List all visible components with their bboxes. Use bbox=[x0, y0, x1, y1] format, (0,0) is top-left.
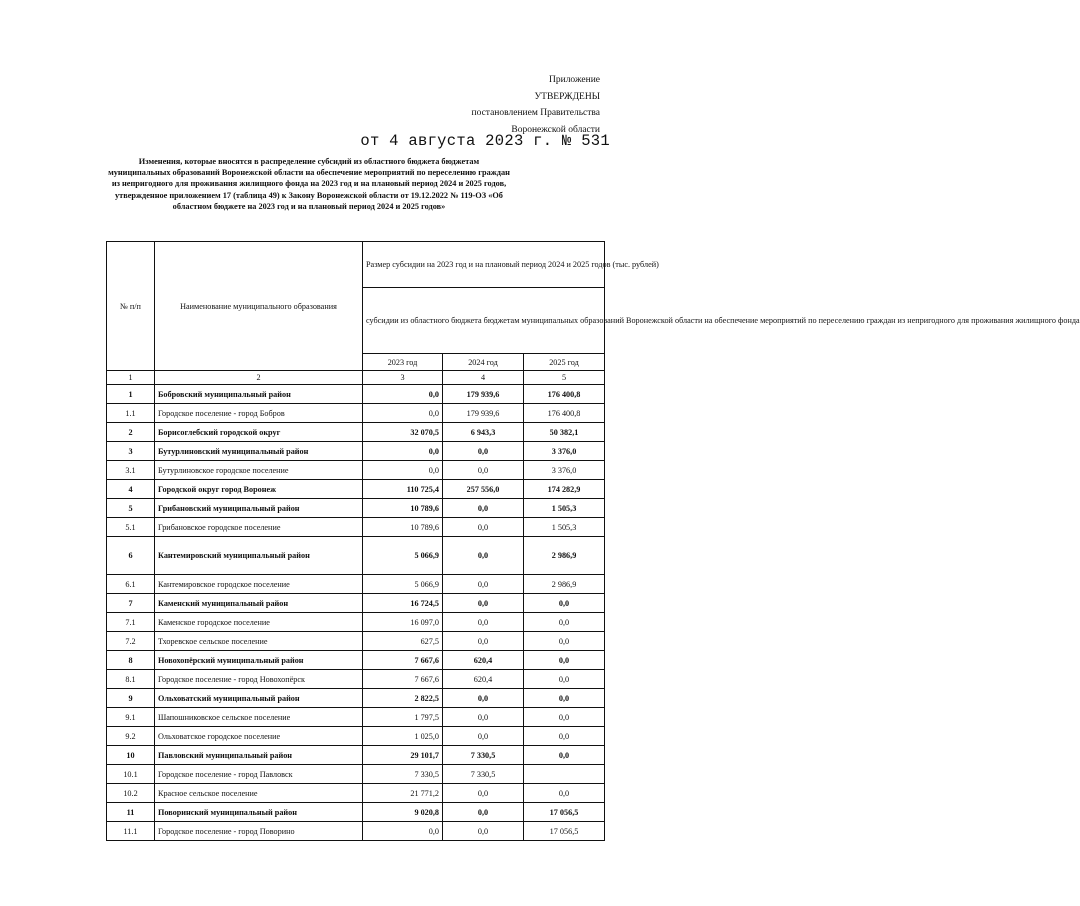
row-value-2023: 5 066,9 bbox=[363, 537, 443, 575]
row-value-2023: 21 771,2 bbox=[363, 784, 443, 803]
row-number: 2 bbox=[107, 423, 155, 442]
row-value-2023: 16 724,5 bbox=[363, 594, 443, 613]
row-value-2025 bbox=[524, 765, 605, 784]
row-value-2024: 620,4 bbox=[443, 651, 524, 670]
row-municipality-name: Городское поселение - город Бобров bbox=[155, 404, 363, 423]
table-row bbox=[107, 537, 605, 575]
row-number: 7.2 bbox=[107, 632, 155, 651]
row-number: 8.1 bbox=[107, 670, 155, 689]
row-value-2024: 0,0 bbox=[443, 518, 524, 537]
row-value-2025: 0,0 bbox=[524, 594, 605, 613]
row-value-2025: 0,0 bbox=[524, 727, 605, 746]
row-value-2025: 0,0 bbox=[524, 689, 605, 708]
row-value-2024: 0,0 bbox=[443, 708, 524, 727]
row-number: 6.1 bbox=[107, 575, 155, 594]
table-row bbox=[107, 708, 605, 727]
header-year-2024: 2024 год bbox=[443, 354, 524, 371]
row-value-2023: 110 725,4 bbox=[363, 480, 443, 499]
row-municipality-name: Тхоревское сельское поселение bbox=[155, 632, 363, 651]
row-value-2025: 0,0 bbox=[524, 784, 605, 803]
row-municipality-name: Красное сельское поселение bbox=[155, 784, 363, 803]
row-number: 9 bbox=[107, 689, 155, 708]
decree-date-number: от 4 августа 2023 г. № 531 bbox=[360, 132, 610, 150]
row-value-2024: 0,0 bbox=[443, 594, 524, 613]
table-row bbox=[107, 746, 605, 765]
row-value-2024: 620,4 bbox=[443, 670, 524, 689]
row-value-2024: 7 330,5 bbox=[443, 746, 524, 765]
table-row bbox=[107, 594, 605, 613]
row-municipality-name: Кантемировский муниципальный район bbox=[155, 537, 363, 575]
table-row bbox=[107, 518, 605, 537]
row-value-2025: 3 376,0 bbox=[524, 442, 605, 461]
row-number: 11 bbox=[107, 803, 155, 822]
row-value-2023: 9 020,8 bbox=[363, 803, 443, 822]
column-number-cell: 2 bbox=[155, 371, 363, 385]
row-value-2024: 179 939,6 bbox=[443, 385, 524, 404]
row-number: 1 bbox=[107, 385, 155, 404]
row-value-2025: 0,0 bbox=[524, 708, 605, 727]
row-municipality-name: Павловский муниципальный район bbox=[155, 746, 363, 765]
table-row bbox=[107, 784, 605, 803]
row-value-2025: 0,0 bbox=[524, 746, 605, 765]
row-value-2025: 17 056,5 bbox=[524, 822, 605, 841]
subsidy-table bbox=[106, 241, 1080, 841]
row-value-2024: 0,0 bbox=[443, 822, 524, 841]
row-value-2025: 2 986,9 bbox=[524, 575, 605, 594]
row-value-2024: 0,0 bbox=[443, 727, 524, 746]
row-value-2023: 0,0 bbox=[363, 822, 443, 841]
column-number-cell: 3 bbox=[363, 371, 443, 385]
row-municipality-name: Городское поселение - город Павловск bbox=[155, 765, 363, 784]
row-municipality-name: Городское поселение - город Новохопёрск bbox=[155, 670, 363, 689]
approval-line-1: Приложение bbox=[549, 75, 600, 85]
table-row bbox=[107, 727, 605, 746]
row-number: 3.1 bbox=[107, 461, 155, 480]
row-value-2023: 627,5 bbox=[363, 632, 443, 651]
row-value-2025: 17 056,5 bbox=[524, 803, 605, 822]
row-number: 10.1 bbox=[107, 765, 155, 784]
row-value-2023: 29 101,7 bbox=[363, 746, 443, 765]
row-value-2024: 0,0 bbox=[443, 537, 524, 575]
table-body bbox=[107, 385, 605, 841]
table-row bbox=[107, 461, 605, 480]
row-value-2025: 174 282,9 bbox=[524, 480, 605, 499]
row-value-2023: 0,0 bbox=[363, 385, 443, 404]
row-value-2024: 0,0 bbox=[443, 499, 524, 518]
table-row bbox=[107, 822, 605, 841]
table-row bbox=[107, 385, 605, 404]
table-row bbox=[107, 670, 605, 689]
header-subsidy-purpose: субсидии из областного бюджета бюджетам муниципальных образований Воронежской области на обеспечение мероприятий по переселению граждан из непригодного для проживания жилищного фонда bbox=[363, 288, 605, 354]
row-value-2023: 10 789,6 bbox=[363, 499, 443, 518]
column-number-cell: 5 bbox=[524, 371, 605, 385]
row-value-2024: 0,0 bbox=[443, 613, 524, 632]
row-value-2023: 7 330,5 bbox=[363, 765, 443, 784]
approval-block bbox=[472, 72, 600, 138]
document-title: Изменения, которые вносятся в распределение субсидий из областного бюджета бюджетам муниципальных образований Воронежской области на обеспечение мероприятий по переселению граждан из непригодного для проживания жилищного фонда на 2023 год и на плановый период 2024 и 2025 годов, утвержденное приложением 17 (таблица 49) к Закону Воронежской области от 19.12.2022 № 119-ОЗ «Об областном бюджете на 2023 год и на плановый период 2024 и 2025 годов» bbox=[108, 157, 510, 211]
row-value-2023: 16 097,0 bbox=[363, 613, 443, 632]
row-municipality-name: Ольховатский муниципальный район bbox=[155, 689, 363, 708]
row-value-2023: 0,0 bbox=[363, 404, 443, 423]
row-value-2024: 0,0 bbox=[443, 632, 524, 651]
header-subsidy-size: Размер субсидии на 2023 год и на плановый период 2024 и 2025 годов (тыс. рублей) bbox=[363, 242, 605, 288]
row-number: 3 bbox=[107, 442, 155, 461]
row-number: 11.1 bbox=[107, 822, 155, 841]
row-municipality-name: Каменское городское поселение bbox=[155, 613, 363, 632]
row-number: 4 bbox=[107, 480, 155, 499]
row-number: 9.2 bbox=[107, 727, 155, 746]
row-municipality-name: Поворинский муниципальный район bbox=[155, 803, 363, 822]
row-municipality-name: Городской округ город Воронеж bbox=[155, 480, 363, 499]
row-value-2025: 50 382,1 bbox=[524, 423, 605, 442]
row-value-2024: 6 943,3 bbox=[443, 423, 524, 442]
row-municipality-name: Ольховатское городское поселение bbox=[155, 727, 363, 746]
row-number: 9.1 bbox=[107, 708, 155, 727]
row-value-2025: 0,0 bbox=[524, 670, 605, 689]
table-row bbox=[107, 613, 605, 632]
header-year-2025: 2025 год bbox=[524, 354, 605, 371]
table-row bbox=[107, 765, 605, 784]
approval-line-2: УТВЕРЖДЕНЫ bbox=[534, 91, 600, 102]
row-number: 7 bbox=[107, 594, 155, 613]
row-municipality-name: Каменский муниципальный район bbox=[155, 594, 363, 613]
row-value-2025: 176 400,8 bbox=[524, 404, 605, 423]
row-value-2023: 2 822,5 bbox=[363, 689, 443, 708]
table-row bbox=[107, 480, 605, 499]
header-number: № п/п bbox=[107, 242, 155, 371]
row-value-2024: 7 330,5 bbox=[443, 765, 524, 784]
row-municipality-name: Бобровский муниципальный район bbox=[155, 385, 363, 404]
row-municipality-name: Кантемировское городское поселение bbox=[155, 575, 363, 594]
table-row bbox=[107, 442, 605, 461]
header-municipality: Наименование муниципального образования bbox=[155, 242, 363, 371]
row-value-2023: 5 066,9 bbox=[363, 575, 443, 594]
column-number-cell: 4 bbox=[443, 371, 524, 385]
table-row bbox=[107, 404, 605, 423]
row-municipality-name: Городское поселение - город Поворино bbox=[155, 822, 363, 841]
row-number: 5.1 bbox=[107, 518, 155, 537]
row-value-2024: 0,0 bbox=[443, 784, 524, 803]
row-value-2023: 0,0 bbox=[363, 461, 443, 480]
header-year-2023: 2023 год bbox=[363, 354, 443, 371]
row-value-2024: 179 939,6 bbox=[443, 404, 524, 423]
row-value-2025: 3 376,0 bbox=[524, 461, 605, 480]
column-number-cell: 1 bbox=[107, 371, 155, 385]
row-number: 7.1 bbox=[107, 613, 155, 632]
row-number: 5 bbox=[107, 499, 155, 518]
row-number: 1.1 bbox=[107, 404, 155, 423]
row-number: 8 bbox=[107, 651, 155, 670]
row-value-2024: 257 556,0 bbox=[443, 480, 524, 499]
row-municipality-name: Грибановский муниципальный район bbox=[155, 499, 363, 518]
row-value-2023: 32 070,5 bbox=[363, 423, 443, 442]
row-municipality-name: Шапошниковское сельское поселение bbox=[155, 708, 363, 727]
row-value-2025: 1 505,3 bbox=[524, 518, 605, 537]
row-value-2023: 7 667,6 bbox=[363, 651, 443, 670]
row-municipality-name: Грибановское городское поселение bbox=[155, 518, 363, 537]
row-value-2024: 0,0 bbox=[443, 575, 524, 594]
row-value-2025: 0,0 bbox=[524, 613, 605, 632]
row-municipality-name: Бутурлиновское городское поселение bbox=[155, 461, 363, 480]
table-row bbox=[107, 803, 605, 822]
table-row bbox=[107, 499, 605, 518]
row-value-2024: 0,0 bbox=[443, 689, 524, 708]
row-value-2023: 1 797,5 bbox=[363, 708, 443, 727]
row-number: 6 bbox=[107, 537, 155, 575]
row-value-2025: 176 400,8 bbox=[524, 385, 605, 404]
table-row bbox=[107, 689, 605, 708]
row-value-2023: 0,0 bbox=[363, 442, 443, 461]
row-municipality-name: Бутурлиновский муниципальный район bbox=[155, 442, 363, 461]
row-value-2025: 1 505,3 bbox=[524, 499, 605, 518]
approval-line-4: Воронежской области bbox=[511, 124, 600, 135]
row-value-2025: 0,0 bbox=[524, 651, 605, 670]
table-row bbox=[107, 575, 605, 594]
row-value-2024: 0,0 bbox=[443, 442, 524, 461]
row-value-2024: 0,0 bbox=[443, 461, 524, 480]
row-value-2025: 0,0 bbox=[524, 632, 605, 651]
table-row bbox=[107, 632, 605, 651]
row-municipality-name: Новохопёрский муниципальный район bbox=[155, 651, 363, 670]
table-row bbox=[107, 651, 605, 670]
row-value-2023: 10 789,6 bbox=[363, 518, 443, 537]
table-row bbox=[107, 423, 605, 442]
approval-line-3: постановлением Правительства bbox=[471, 108, 600, 118]
row-value-2023: 7 667,6 bbox=[363, 670, 443, 689]
row-number: 10 bbox=[107, 746, 155, 765]
row-value-2023: 1 025,0 bbox=[363, 727, 443, 746]
row-value-2024: 0,0 bbox=[443, 803, 524, 822]
row-value-2025: 2 986,9 bbox=[524, 537, 605, 575]
row-number: 10.2 bbox=[107, 784, 155, 803]
row-municipality-name: Борисоглебский городской округ bbox=[155, 423, 363, 442]
